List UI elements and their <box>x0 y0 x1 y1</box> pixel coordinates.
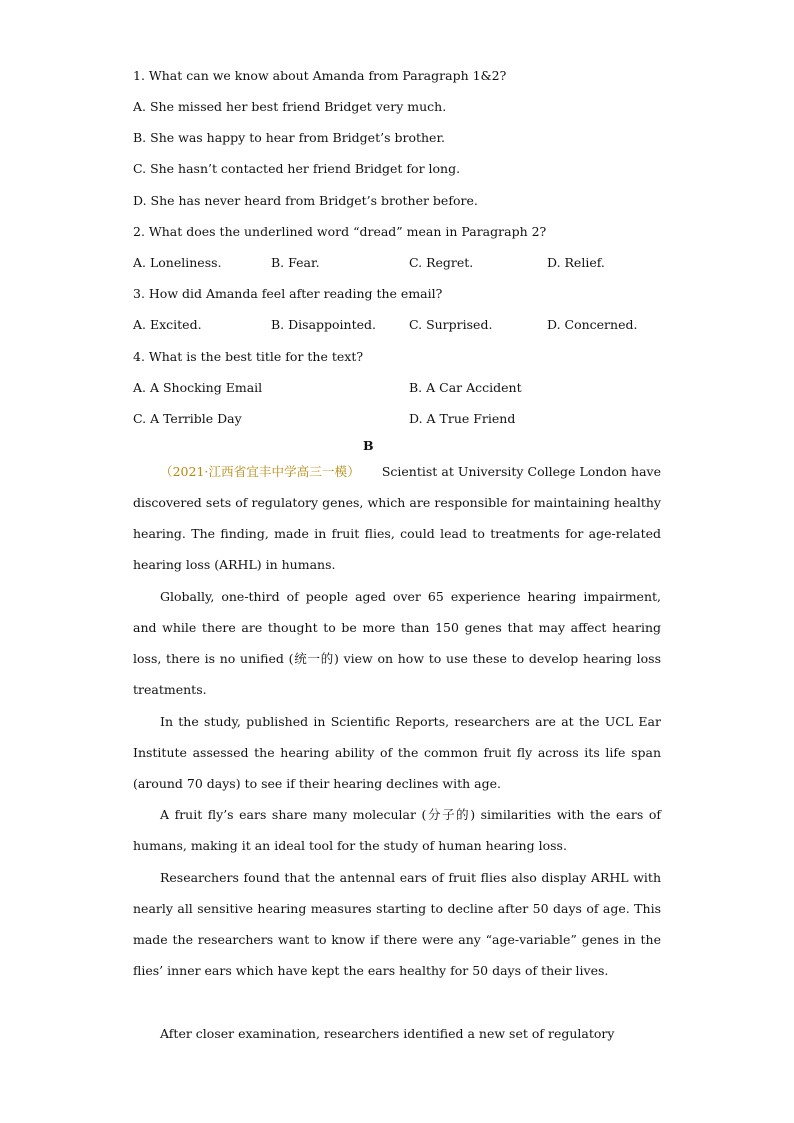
question-1-option-c: C. She hasn’t contacted her friend Bridget for long. <box>133 161 461 176</box>
question-2-option-b: B. Fear. <box>271 255 320 270</box>
passage-paragraph-5: Researchers found that the antennal ears of fruit flies also display ARHL with nearly all sensitive hearing measures starting to decline after 50 days of age. This made the researchers want to know if there were any “age-variable” genes in the flies’ inner ears which have kept the ears healthy for 50 days of their lives. <box>133 870 661 979</box>
passage-paragraph-3: In the study, published in Scientific Reports, researchers are at the UCL Ear Institute assessed the hearing ability of the common fruit fly across its life span (around 70 days) to see if their hearing declines with age. <box>133 714 661 792</box>
question-4-option-a: A. A Shocking Email <box>133 380 263 395</box>
question-3-option-c: C. Surprised. <box>409 317 493 332</box>
question-2-option-c: C. Regret. <box>409 255 474 270</box>
question-4-option-b: B. A Car Accident <box>409 380 522 395</box>
question-1-stem: 1. What can we know about Amanda from Paragraph 1&2? <box>133 68 507 83</box>
question-3-stem: 3. How did Amanda feel after reading the email? <box>133 286 443 301</box>
passage-paragraph-4: A fruit fly’s ears share many molecular (分子的) similarities with the ears of humans, making it an ideal tool for the study of human hearing loss. <box>133 807 661 854</box>
passage-paragraph-1 <box>133 456 661 580</box>
paragraph-1-text: Scientist at University College London have discovered sets of regulatory genes, which are responsible for maintaining healthy hearing. The finding, made in fruit flies, could lead to treatments for age-related hearing loss (ARHL) in humans. <box>133 464 661 573</box>
question-3-option-b: B. Disappointed. <box>271 317 376 332</box>
section-heading: B <box>363 438 374 453</box>
question-2-option-d: D. Relief. <box>547 255 605 270</box>
question-4-option-d: D. A True Friend <box>409 411 516 426</box>
question-3-option-a: A. Excited. <box>133 317 202 332</box>
passage-paragraph-2: Globally, one-third of people aged over 65 experience hearing impairment, and while there are thought to be more than 150 genes that may affect hearing loss, there is no unified (统一的) view on how to use these to develop hearing loss treatments. <box>133 589 661 698</box>
question-1-option-a: A. She missed her best friend Bridget very much. <box>133 99 447 114</box>
source-label: （2021·江西省宜丰中学高三一模） <box>160 464 360 479</box>
question-2-stem: 2. What does the underlined word “dread” mean in Paragraph 2? <box>133 224 547 239</box>
question-1-option-b: B. She was happy to hear from Bridget’s brother. <box>133 130 446 145</box>
question-4-stem: 4. What is the best title for the text? <box>133 349 364 364</box>
question-4-option-c: C. A Terrible Day <box>133 411 242 426</box>
question-3-option-d: D. Concerned. <box>547 317 638 332</box>
question-1-option-d: D. She has never heard from Bridget’s brother before. <box>133 193 478 208</box>
passage-paragraph-6: After closer examination, researchers identified a new set of regulatory <box>160 1026 615 1041</box>
question-2-option-a: A. Loneliness. <box>133 255 222 270</box>
